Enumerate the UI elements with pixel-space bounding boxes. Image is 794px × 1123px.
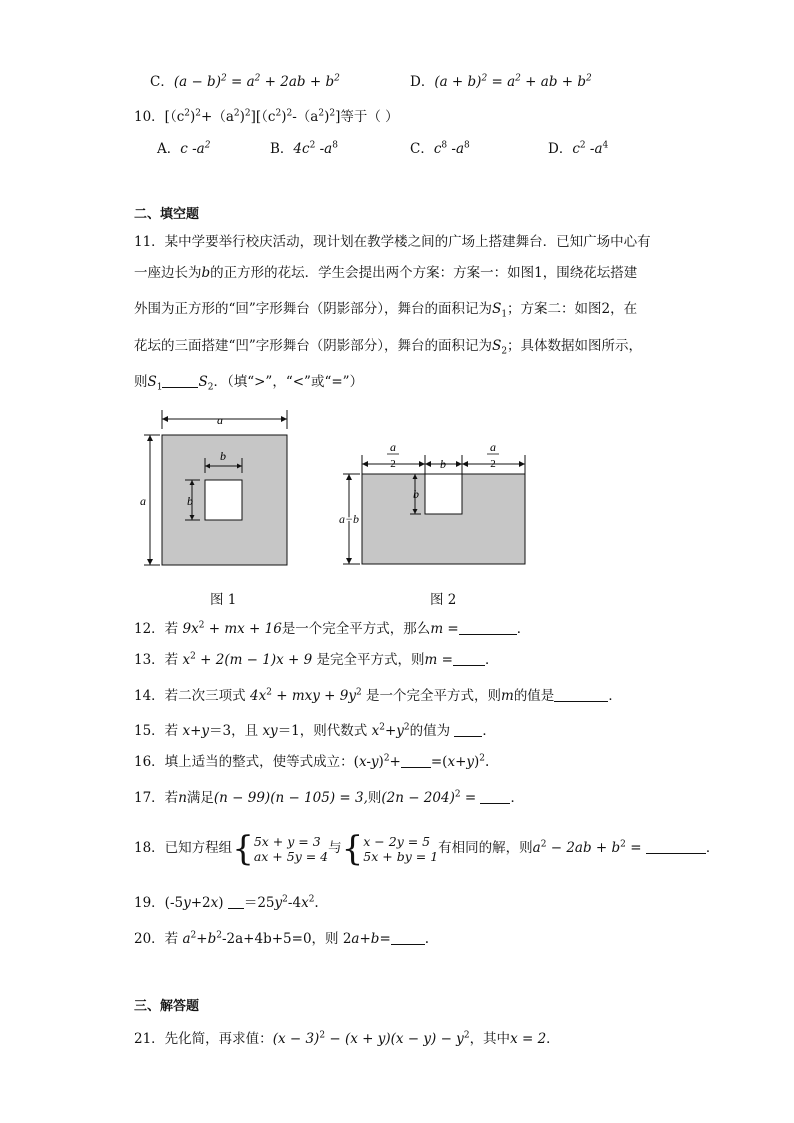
q11-line-4: 花坛的三面搭建“凹”字形舞台（阴影部分），舞台的面积记为$S_2$；具体数据如图所示，	[134, 338, 643, 357]
fig2-half-a-left-num: a	[390, 440, 396, 454]
q13: 13．若 $x^2 + 2(m - 1)x + 9$ 是完全平方式，则m = ．	[134, 651, 499, 668]
q20: 20．若 $a^2+b^2-2a+4b+5=0$，则 2a+b= .	[134, 930, 430, 947]
q12: 12．若 $9x^2$ + mx + 16是一个完全平方式，那么m = ．	[134, 620, 531, 637]
figure-1-caption: 图 1	[210, 592, 237, 608]
answer-blank[interactable]	[646, 839, 706, 854]
answer-blank[interactable]	[453, 651, 485, 666]
q10-option-c: C．$c^8$ $-a^8$	[410, 140, 470, 157]
q15: 15．若 x+y＝3，且 xy＝1，则代数式 $x^2+y^2$的值为 ．	[134, 722, 496, 739]
section-title-solution: 三、解答题	[134, 999, 200, 1014]
q17: 17．若n满足(n − 99)(n − 105) = 3,则$(2n - 204)^2$ = ．	[134, 789, 524, 806]
q11-line-2: 一座边长为b的正方形的花坛．学生会提出两个方案：方案一：如图1，围绕花坛搭建	[134, 265, 638, 281]
q10-option-d: D．$c^2$ $-a^4$	[548, 140, 609, 157]
fig2-side-b-top: b	[440, 457, 446, 471]
section-title-fill-in: 二、填空题	[134, 207, 200, 222]
q10-stem: 10．$[(c^2)^2+(a^2)^2][(c^2)^2-(a^2)^2]$等于（ ）	[134, 108, 399, 125]
fig2-side-a-minus-b: a−b	[338, 512, 360, 526]
q16: 16．填上适当的整式，使等式成立：$(x-y)^2+ =(x+y)^2$.	[134, 753, 490, 770]
answer-blank[interactable]	[401, 753, 431, 768]
q10-option-b: B．$4c^2$ $-a^8$	[270, 140, 338, 157]
option-label: D．	[410, 74, 435, 90]
answer-blank[interactable]	[228, 894, 244, 909]
flower-bed-square-2	[425, 474, 462, 514]
q9-option-c	[150, 72, 340, 92]
q19: 19．$(-5y+2x) =25y^2-4x^2$.	[134, 894, 319, 911]
figure-1	[130, 405, 300, 575]
flower-bed-square	[205, 480, 242, 520]
system-brace-1: {	[232, 828, 254, 869]
option-expr: $(a + b)^2 = a^2$ + ab + $b^2$	[434, 73, 592, 90]
q14: 14．若二次三项式 $4x^2$ + mxy + $9y^2$ 是一个完全平方式，则m的值是 ．	[134, 687, 622, 704]
answer-blank[interactable]	[459, 620, 517, 635]
fig2-side-b-left: b	[413, 487, 419, 501]
fig1-side-b-top: b	[220, 449, 226, 463]
answer-blank[interactable]	[454, 722, 482, 737]
q18: 18．已知方程组{5x + y = 3 ax + 5y = 4与{x − 2y = 5 5x + by = 1有相同的解，则$a^2 - 2ab + b^2$ = ．	[134, 828, 720, 869]
q11-line-1: 11．某中学要举行校庆活动，现计划在教学楼之间的广场上搭建舞台．已知广场中心有	[134, 234, 651, 250]
option-label: C．	[150, 74, 174, 90]
answer-blank[interactable]	[554, 687, 608, 702]
q9-option-d	[410, 72, 592, 92]
q11-line-5: 则$S_1$ $S_2$．（填“>”，“<”或“=”）	[134, 374, 364, 393]
fig1-side-b-left: b	[187, 494, 193, 508]
q21: 21．先化简，再求值：$(x - 3)^2 - (x + y)(x - y) - y^2$，其中x = 2．	[134, 1030, 560, 1047]
answer-blank[interactable]	[480, 789, 510, 804]
option-expr: $(a - b)^2 = a^2 + 2ab + b^2$	[173, 73, 340, 90]
fig1-side-a-left: a	[140, 494, 146, 508]
fig1-side-a-top: a	[217, 413, 223, 427]
figure-2-caption: 图 2	[430, 592, 457, 608]
answer-blank[interactable]	[162, 373, 198, 388]
system-brace-2: {	[341, 828, 364, 869]
q11-line-3: 外围为正方形的“回”字形舞台（阴影部分），舞台的面积记为$S_1$；方案二：如图2，在	[134, 301, 638, 320]
system-2: x − 2y = 5 5x + by = 1	[363, 833, 439, 864]
fig2-half-a-left-den: 2	[390, 458, 396, 470]
answer-blank[interactable]	[391, 930, 425, 945]
figure-2	[335, 438, 535, 570]
q10-option-a: A．c $-a^2$	[157, 140, 211, 157]
fig2-half-a-right-den: 2	[490, 458, 496, 470]
fig2-half-a-right-num: a	[490, 440, 496, 454]
system-1: 5x + y = 3 ax + 5y = 4	[253, 833, 329, 864]
